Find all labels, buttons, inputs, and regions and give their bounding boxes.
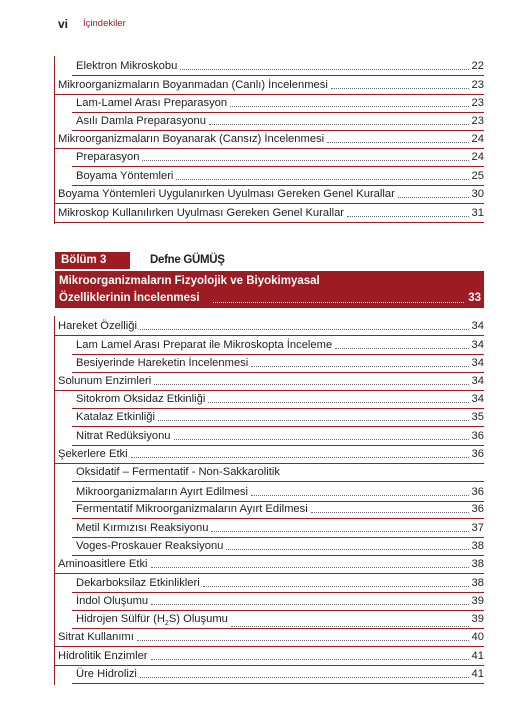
toc-entry-page: 30 — [471, 188, 484, 200]
toc-entry[interactable] — [76, 151, 484, 164]
toc-separator — [72, 445, 484, 446]
toc-separator — [72, 537, 484, 538]
toc-entry-title: Dekarboksilaz Etkinlikleri — [76, 577, 200, 589]
toc-entry[interactable] — [76, 486, 484, 499]
toc-entry-page: 24 — [471, 151, 484, 163]
toc-separator — [72, 112, 484, 113]
toc-entry[interactable] — [76, 339, 484, 352]
toc-leader-dots — [151, 603, 468, 605]
toc-entry-title: Mikroorganizmaların Boyanarak (Cansız) İncelenmesi — [58, 133, 325, 145]
toc-entry[interactable] — [76, 577, 484, 590]
toc-entry-page: 41 — [471, 668, 484, 680]
toc-separator — [72, 481, 484, 482]
toc-leader-dots — [208, 401, 468, 403]
toc-entry-page: 25 — [471, 170, 484, 182]
chapter-title-page: 33 — [468, 292, 481, 304]
toc-entry-page: 36 — [471, 486, 484, 498]
toc-entry-page: 23 — [471, 97, 484, 109]
toc-leader-dots — [203, 585, 469, 587]
toc-separator — [72, 372, 484, 373]
toc-leader-dots — [335, 347, 468, 349]
toc-leader-dots — [226, 548, 468, 550]
toc-entry-title: Şekerlere Etki — [58, 448, 128, 460]
chapter-title-line1: Mikroorganizmaların Fizyolojik ve Biyokimyasal — [59, 275, 320, 287]
toc-separator — [54, 148, 484, 149]
toc-separator — [72, 610, 484, 611]
toc-entry[interactable] — [76, 170, 484, 183]
toc-entry[interactable] — [76, 668, 484, 681]
toc-entry-page: 36 — [471, 503, 484, 515]
toc-entry-title: Üre Hidrolizi — [76, 668, 137, 680]
toc-entry-title: Voges-Proskauer Reaksiyonu — [76, 540, 224, 552]
toc-separator — [72, 592, 484, 593]
toc-entry-page: 39 — [471, 613, 484, 625]
toc-entry-page: 24 — [471, 133, 484, 145]
toc-indent-bar — [54, 316, 55, 685]
toc-entry-title: Katalaz Etkinliği — [76, 411, 155, 423]
chapter-title-leader — [213, 302, 464, 303]
toc-entry[interactable] — [76, 357, 484, 370]
toc-entry-title: Mikroorganizmaların Ayırt Edilmesi — [76, 486, 249, 498]
toc-leader-dots — [251, 365, 468, 367]
toc-leader-dots — [154, 383, 468, 385]
toc-entry[interactable] — [58, 207, 484, 220]
toc-entry-title: Sitokrom Oksidaz Etkinliği — [76, 393, 206, 405]
toc-leader-dots — [151, 658, 469, 660]
toc-separator — [72, 354, 484, 355]
toc-leader-dots — [211, 530, 468, 532]
toc-entry-title: Hareket Özelliği — [58, 320, 137, 332]
toc-entry[interactable] — [58, 133, 484, 146]
toc-leader-dots — [137, 639, 469, 641]
toc-entry[interactable] — [76, 60, 484, 73]
toc-separator — [72, 426, 484, 427]
toc-entry[interactable] — [76, 115, 484, 128]
toc-entry[interactable] — [58, 650, 484, 663]
toc-entry[interactable] — [58, 375, 484, 388]
toc-leader-dots — [230, 105, 468, 107]
toc-entry-page: 40 — [471, 631, 484, 643]
toc-separator — [54, 463, 484, 464]
chapter-author: Defne GÜMÜŞ — [150, 254, 225, 266]
toc-leader-dots — [209, 123, 469, 125]
toc-entry-page: 38 — [471, 558, 484, 570]
toc-entry-page: 34 — [471, 339, 484, 351]
toc-separator — [54, 646, 484, 647]
toc-entry-title: Hidrolitik Enzimler — [58, 650, 148, 662]
toc-leader-dots — [140, 328, 469, 330]
toc-entry-page: 23 — [471, 79, 484, 91]
chapter-badge: Bölüm 3 — [55, 252, 130, 269]
toc-leader-dots — [331, 87, 469, 89]
chapter-title-band[interactable] — [55, 271, 484, 308]
toc-entry-page: 23 — [471, 115, 484, 127]
toc-entry-title: Preparasyon — [76, 151, 140, 163]
toc-leader-dots — [347, 215, 469, 217]
toc-leader-dots — [180, 68, 468, 70]
toc-separator — [54, 94, 484, 95]
toc-leader-dots — [151, 566, 469, 568]
toc-entry-title: Elektron Mikroskobu — [76, 60, 178, 72]
toc-separator — [54, 390, 484, 391]
toc-separator — [72, 555, 484, 556]
toc-leader-dots — [398, 196, 469, 198]
section-title: İçindekiler — [83, 18, 126, 29]
toc-separator — [54, 573, 484, 574]
toc-entry[interactable] — [76, 503, 484, 516]
toc-entry-page: 36 — [471, 430, 484, 442]
toc-entry-page: 31 — [471, 207, 484, 219]
toc-entry-title: Boyama Yöntemleri Uygulanırken Uyulması Gereken Genel Kurallar — [58, 188, 395, 200]
toc-entry[interactable] — [58, 79, 484, 92]
toc-separator — [54, 203, 484, 204]
toc-entry[interactable] — [76, 540, 484, 553]
toc-entry-page: 34 — [471, 375, 484, 387]
toc-entry-title: Mikroskop Kullanılırken Uyulması Gereken Genel Kurallar — [58, 207, 345, 219]
toc-separator — [72, 75, 484, 76]
toc-entry-title: Lam-Lamel Arası Preparasyon — [76, 97, 228, 109]
toc-entry-title: Lam Lamel Arası Preparat ile Mikroskopta İnceleme — [76, 339, 333, 351]
toc-leader-dots — [158, 419, 469, 421]
toc-entry[interactable] — [76, 97, 484, 110]
toc-entry-page: 35 — [471, 411, 484, 423]
toc-entry-title: Sitrat Kullanımı — [58, 631, 134, 643]
toc-entry[interactable] — [76, 466, 484, 479]
toc-entry-page: 39 — [471, 595, 484, 607]
toc-entry-page: 38 — [471, 577, 484, 589]
toc-entry-page: 38 — [471, 540, 484, 552]
toc-entry[interactable] — [58, 188, 484, 201]
toc-separator — [72, 628, 484, 629]
toc-entry-page: 37 — [471, 522, 484, 534]
toc-entry-title: Oksidatif – Fermentatif - Non-Sakkarolitik — [76, 466, 280, 478]
toc-leader-dots — [142, 159, 468, 161]
toc-entry[interactable] — [58, 448, 484, 461]
toc-entry-title: Boyama Yöntemleri — [76, 170, 174, 182]
toc-entry-page: 36 — [471, 448, 484, 460]
toc-entry[interactable] — [76, 393, 484, 406]
toc-entry-title: Metil Kırmızısı Reaksiyonu — [76, 522, 209, 534]
toc-entry[interactable] — [58, 558, 484, 571]
toc-separator — [72, 408, 484, 409]
toc-entry-title: Nitrat Redüksiyonu — [76, 430, 171, 442]
toc-leader-dots — [140, 676, 469, 678]
toc-entry-page: 34 — [471, 357, 484, 369]
toc-entry[interactable] — [76, 430, 484, 443]
toc-leader-dots — [176, 178, 468, 180]
toc-entry-title: Asılı Damla Preparasyonu — [76, 115, 206, 127]
toc-separator — [72, 166, 484, 167]
toc-separator — [72, 185, 484, 186]
toc-leader-dots — [131, 456, 469, 458]
toc-entry[interactable] — [58, 320, 484, 333]
toc-entry[interactable] — [76, 522, 484, 535]
toc-leader-dots — [327, 141, 468, 143]
toc-separator — [72, 130, 484, 131]
toc-separator — [54, 335, 484, 336]
toc-entry-page: 22 — [471, 60, 484, 72]
toc-separator — [54, 222, 484, 223]
toc-entry-title: Fermentatif Mikroorganizmaların Ayırt Edilmesi — [76, 503, 308, 515]
chapter-title-line2: Özelliklerinin İncelenmesi — [59, 292, 200, 304]
toc-entry-page: 41 — [471, 650, 484, 662]
toc-leader-dots — [174, 438, 469, 440]
toc-entry-title: Besiyerinde Hareketin İncelenmesi — [76, 357, 249, 369]
toc-entry-title: Solunum Enzimleri — [58, 375, 152, 387]
toc-indent-bar — [54, 56, 55, 224]
toc-entry-title: Mikroorganizmaların Boyanmadan (Canlı) İncelenmesi — [58, 79, 328, 91]
toc-entry[interactable] — [76, 595, 484, 608]
toc-entry-title: İndol Oluşumu — [76, 595, 149, 607]
toc-entry-page: 34 — [471, 393, 484, 405]
toc-leader-dots — [311, 511, 469, 513]
page-number: vi — [58, 17, 69, 31]
toc-entry[interactable] — [58, 631, 484, 644]
toc-leader-dots — [251, 494, 469, 496]
toc-leader-dots — [231, 625, 469, 627]
toc-separator — [72, 518, 484, 519]
toc-entry[interactable] — [76, 411, 484, 424]
toc-entry-page: 34 — [471, 320, 484, 332]
toc-separator — [72, 501, 484, 502]
toc-entry-title: Hidrojen Sülfür $(H_2S)$ Oluşumu — [76, 613, 228, 628]
toc-entry-title: Aminoasitlere Etki — [58, 558, 148, 570]
toc-separator — [72, 683, 484, 684]
toc-separator — [54, 665, 484, 666]
